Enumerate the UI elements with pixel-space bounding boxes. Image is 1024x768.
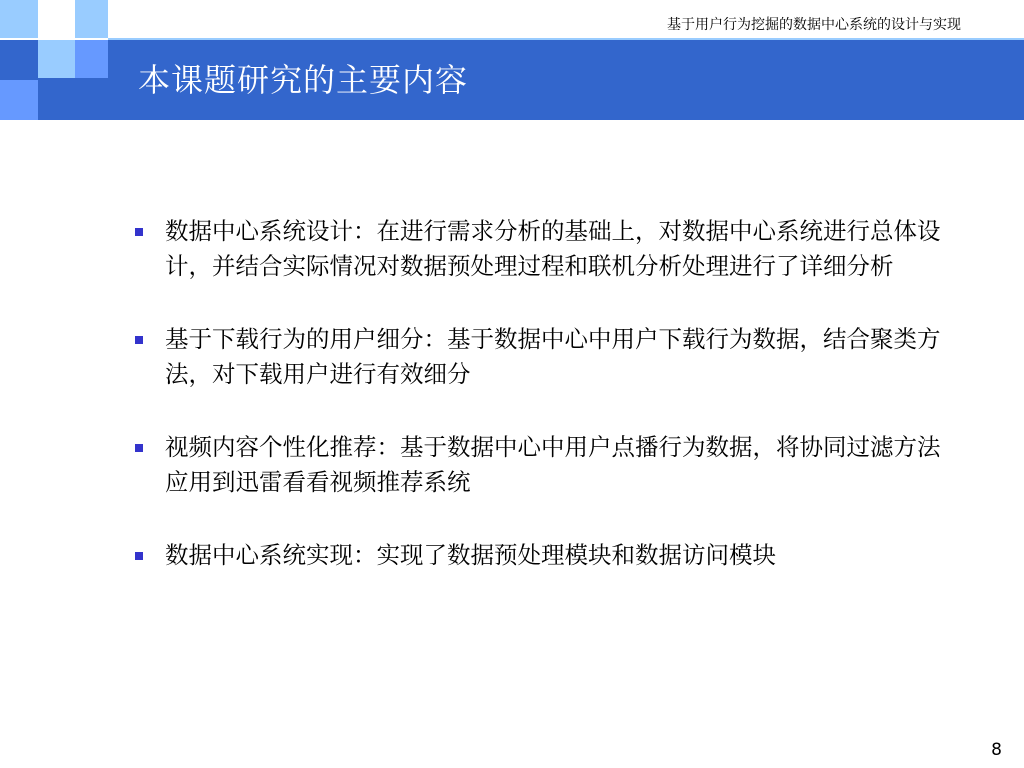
square-bullet-icon	[135, 444, 143, 452]
decor-square	[75, 0, 108, 38]
bullet-text: 数据中心系统设计：在进行需求分析的基础上，对数据中心系统进行总体设计，并结合实际情况对数据预处理过程和联机分析处理进行了详细分析	[165, 217, 941, 280]
decor-square	[0, 40, 38, 78]
slide-title: 本课题研究的主要内容	[138, 61, 469, 99]
square-bullet-icon	[135, 336, 143, 344]
decor-square	[0, 0, 38, 38]
bullet-text: 视频内容个性化推荐：基于数据中心中用户点播行为数据，将协同过滤方法应用到迅雷看看视频推荐系统	[165, 433, 941, 496]
square-bullet-icon	[135, 228, 143, 236]
decor-square	[75, 40, 108, 78]
header-rule	[108, 38, 1024, 40]
bullet-text: 基于下载行为的用户细分：基于数据中心中用户下载行为数据，结合聚类方法，对下载用户进行有效细分	[165, 325, 941, 388]
bullet-item	[135, 538, 955, 573]
decor-square	[38, 0, 75, 38]
page-number: 8	[991, 740, 1002, 760]
square-bullet-icon	[135, 552, 143, 560]
decor-square	[38, 40, 75, 78]
decor-square	[38, 80, 75, 120]
bullet-item	[135, 322, 955, 392]
bullet-item	[135, 430, 955, 500]
decor-square	[0, 80, 38, 120]
bullet-item	[135, 214, 955, 284]
decor-square	[75, 80, 108, 120]
header-caption: 基于用户行为挖掘的数据中心系统的设计与实现	[667, 17, 961, 33]
bullet-list	[135, 214, 955, 573]
bullet-text: 数据中心系统实现：实现了数据预处理模块和数据访问模块	[165, 541, 776, 569]
